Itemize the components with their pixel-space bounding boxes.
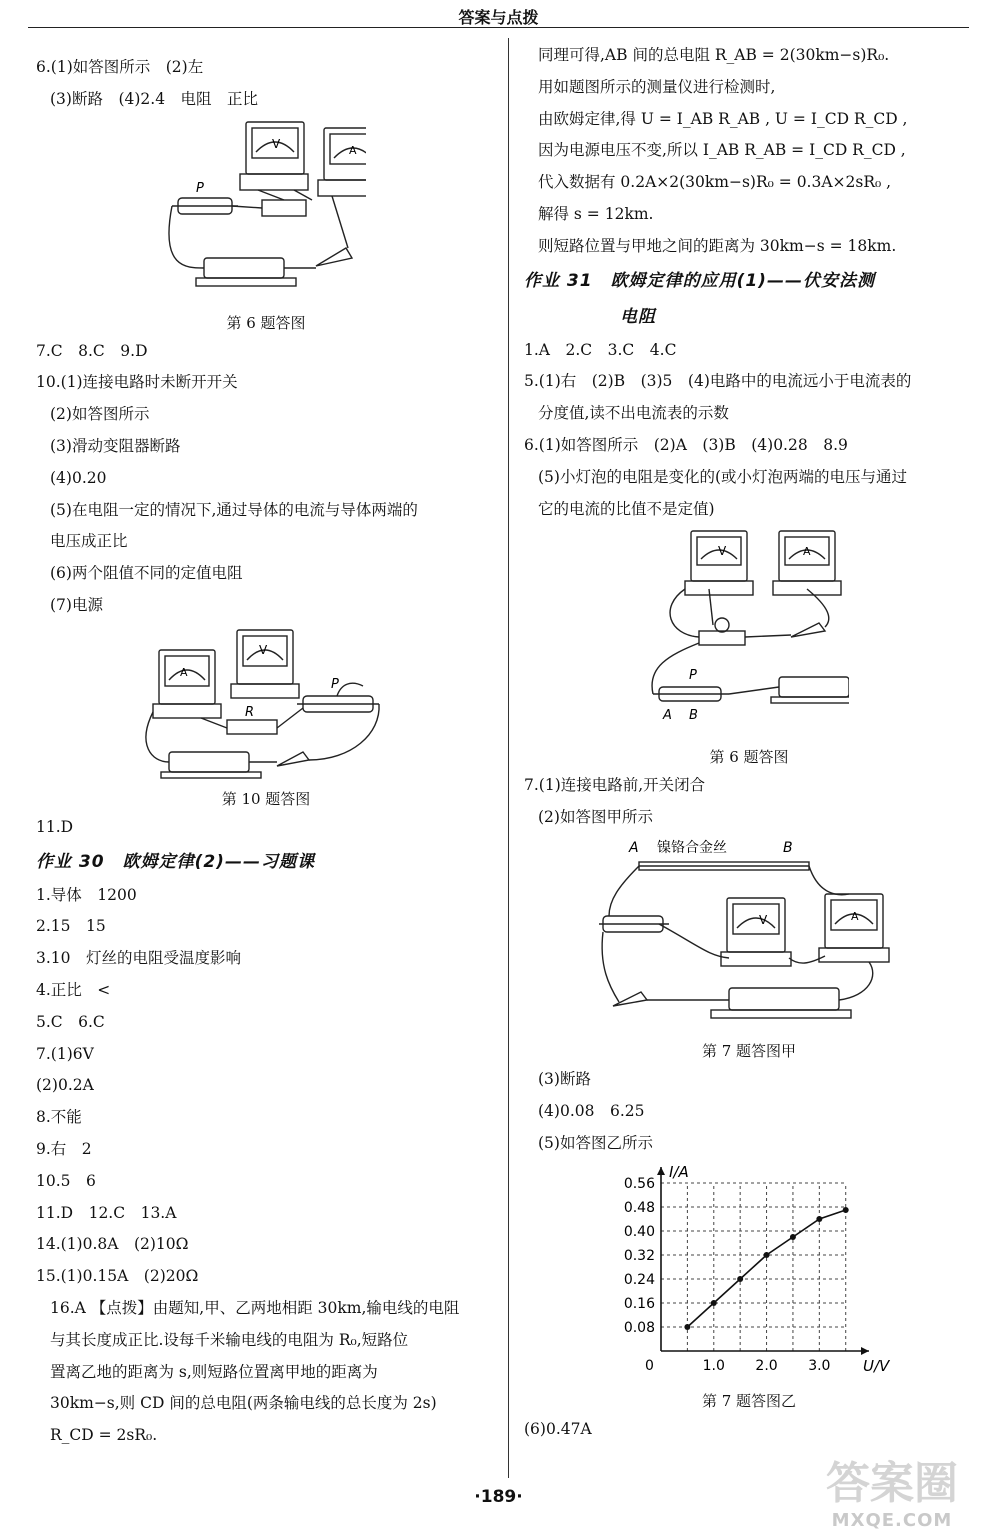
hw30-answer-16-line-5: R_CD = 2sR₀.	[50, 1426, 158, 1445]
svg-text:A: A	[180, 665, 188, 679]
figure-7a-caption: 第 7 题答图甲	[701, 1041, 797, 1060]
circuit-figure-6	[166, 118, 366, 308]
answer-10-line-4: (4)0.20	[50, 468, 107, 487]
hw30-answer-5-6: 5.C 6.C	[36, 1012, 105, 1031]
svg-text:A: A	[349, 143, 357, 157]
y-tick-label: 0.16	[623, 1296, 655, 1313]
hw30-answer-3: 3.10 灯丝的电阻受温度影响	[36, 949, 242, 968]
column-divider	[508, 38, 509, 1478]
answer-10-line-3: (3)滑动变阻器断路	[50, 436, 181, 455]
y-tick-label: 0.40	[623, 1224, 655, 1241]
svg-text:A: A	[663, 708, 672, 724]
svg-text:P: P	[689, 668, 697, 684]
iv-chart	[599, 1161, 899, 1386]
cont-line-6: 解得 s = 12km.	[538, 204, 654, 223]
hw31-answer-7-line-4: (4)0.08 6.25	[538, 1101, 645, 1120]
hw30-answer-1: 1.导体 1200	[36, 885, 137, 904]
answer-11: 11.D	[36, 817, 74, 836]
hw30-answer-4: 4.正比 <	[36, 980, 111, 999]
answer-7-9: 7.C 8.C 9.D	[36, 341, 148, 360]
answer-10-line-7: (6)两个阻值不同的定值电阻	[50, 564, 243, 583]
cont-line-4: 因为电源电压不变,所以 I_AB R_AB = I_CD R_CD ,	[538, 141, 906, 160]
svg-text:V: V	[759, 912, 768, 927]
section-30-title: 作业 30 欧姆定律(2)——习题课	[36, 851, 315, 872]
svg-text:V: V	[272, 136, 281, 151]
watermark	[807, 1445, 977, 1533]
circuit-figure-7a	[599, 836, 899, 1036]
label-B: B	[783, 839, 793, 856]
hw31-answer-6-line-3: 它的电流的比值不是定值)	[538, 499, 715, 518]
answer-6-line-1: 6.(1)如答图所示 (2)左	[36, 58, 204, 76]
page-header	[0, 0, 997, 28]
hw30-answer-16-line-4: 30km−s,则 CD 间的总电阻(两条输电线的总长度为 2s)	[50, 1394, 437, 1413]
svg-text:P: P	[196, 180, 204, 196]
data-point	[764, 1252, 770, 1258]
hw30-answer-16-line-3: 置离乙地的距离为 s,则短路位置离甲地的距离为	[50, 1362, 378, 1381]
x-tick-label: 2.0	[755, 1358, 778, 1375]
x-axis-arrow	[861, 1347, 869, 1355]
watermark-brand: 答案圈	[826, 1458, 958, 1509]
answer-10-line-6: 电压成正比	[50, 532, 128, 551]
cont-line-7: 则短路位置与甲地之间的距离为 30km−s = 18km.	[538, 236, 897, 255]
svg-text:R: R	[245, 704, 255, 720]
hw30-answer-8: 8.不能	[36, 1108, 82, 1127]
hw30-answer-9: 9.右 2	[36, 1139, 92, 1158]
hw31-answer-7-line-2: (2)如答图甲所示	[538, 808, 653, 827]
x-tick-label: 3.0	[808, 1358, 831, 1375]
circuit-figure-10	[141, 624, 391, 784]
data-point	[816, 1216, 822, 1222]
data-point	[790, 1234, 796, 1240]
figure-10-caption: 第 10 题答图	[221, 789, 311, 808]
section-31-title-cont: 电阻	[620, 306, 656, 327]
figure-7b-caption: 第 7 题答图乙	[701, 1392, 797, 1411]
data-point	[843, 1207, 849, 1213]
data-point	[684, 1324, 690, 1330]
header-title: 答案与点拨	[458, 8, 539, 27]
hw30-answer-10: 10.5 6	[36, 1171, 96, 1190]
hw31-answer-7-line-3: (3)断路	[538, 1069, 591, 1088]
hw31-answer-6-line-2: (5)小灯泡的电阻是变化的(或小灯泡两端的电压与通过	[538, 467, 908, 486]
figure-6-caption: 第 6 题答图	[226, 313, 306, 332]
chart-origin-label: 0	[645, 1358, 654, 1375]
hw30-answer-16-line-2: 与其长度成正比.设每千米输电线的电阻为 R₀,短路位	[50, 1330, 409, 1349]
wire-label: 镍铬合金丝	[657, 839, 727, 856]
svg-text:P: P	[331, 676, 339, 692]
svg-text:V: V	[718, 544, 727, 559]
svg-text:A: A	[851, 909, 859, 923]
answer-10-line-8: (7)电源	[50, 595, 103, 614]
data-point	[737, 1276, 743, 1282]
y-axis-arrow	[657, 1167, 665, 1175]
hw30-answer-15: 15.(1)0.15A (2)20Ω	[36, 1267, 199, 1286]
left-column	[36, 52, 496, 1452]
answer-10-line-5: (5)在电阻一定的情况下,通过导体的电流与导体两端的	[50, 500, 418, 519]
hw30-answer-7-2: (2)0.2A	[36, 1076, 94, 1095]
page-number: ·189·	[474, 1487, 523, 1507]
hw30-answer-7-1: 7.(1)6V	[36, 1044, 94, 1063]
hw31-answer-5-line-2: 分度值,读不出电流表的示数	[538, 404, 729, 423]
y-tick-label: 0.08	[623, 1320, 655, 1337]
chart-ylabel: I/A	[669, 1163, 689, 1182]
hw31-answer-5-line-1: 5.(1)右 (2)B (3)5 (4)电路中的电流远小于电流表的	[524, 372, 912, 391]
label-A: A	[629, 839, 639, 856]
chart-ticks	[624, 1176, 831, 1374]
answer-10-line-1: 10.(1)连接电路时未断开开关	[36, 373, 238, 392]
chart-xlabel: U/V	[863, 1357, 890, 1376]
x-tick-label: 1.0	[702, 1358, 725, 1375]
hw30-answer-14: 14.(1)0.8A (2)10Ω	[36, 1235, 189, 1254]
hw31-answer-7-line-6: (6)0.47A	[524, 1420, 592, 1439]
right-column	[524, 40, 974, 1446]
cont-line-5: 代入数据有 0.2A×2(30km−s)R₀ = 0.3A×2sR₀ ,	[538, 173, 892, 192]
circuit-figure-6-right	[649, 527, 849, 742]
y-tick-label: 0.32	[623, 1248, 655, 1265]
y-tick-label: 0.24	[623, 1272, 655, 1289]
series-line	[687, 1210, 845, 1327]
cont-line-3: 由欧姆定律,得 U = I_AB R_AB , U = I_CD R_CD ,	[538, 109, 908, 128]
svg-text:B: B	[689, 708, 698, 724]
watermark-url: MXQE.COM	[831, 1510, 953, 1531]
data-point	[711, 1300, 717, 1306]
hw30-answer-11-13: 11.D 12.C 13.A	[36, 1203, 177, 1222]
hw31-answer-1-4: 1.A 2.C 3.C 4.C	[524, 340, 677, 359]
y-tick-label: 0.56	[623, 1176, 655, 1193]
section-31-title: 作业 31 欧姆定律的应用(1)——伏安法测	[524, 270, 875, 291]
svg-text:A: A	[803, 545, 811, 559]
answer-10-line-2: (2)如答图所示	[50, 405, 150, 424]
figure-6-right-caption: 第 6 题答图	[709, 748, 789, 767]
cont-line-2: 用如题图所示的测量仪进行检测时,	[538, 77, 776, 96]
hw31-answer-7-line-5: (5)如答图乙所示	[538, 1133, 653, 1152]
header-rule	[28, 27, 969, 28]
cont-line-1: 同理可得,AB 间的总电阻 R_AB = 2(30km−s)R₀.	[538, 46, 890, 64]
hw31-answer-7-line-1: 7.(1)连接电路前,开关闭合	[524, 776, 706, 795]
hw30-answer-16-line-1: 16.A 【点拨】由题知,甲、乙两地相距 30km,输电线的电阻	[50, 1298, 460, 1317]
hw31-answer-6-line-1: 6.(1)如答图所示 (2)A (3)B (4)0.28 8.9	[524, 435, 848, 454]
answer-6-line-2: (3)断路 (4)2.4 电阻 正比	[50, 89, 259, 108]
chart-series	[684, 1207, 848, 1330]
hw30-answer-2: 2.15 15	[36, 917, 106, 936]
y-tick-label: 0.48	[623, 1200, 655, 1217]
svg-text:V: V	[259, 642, 268, 657]
